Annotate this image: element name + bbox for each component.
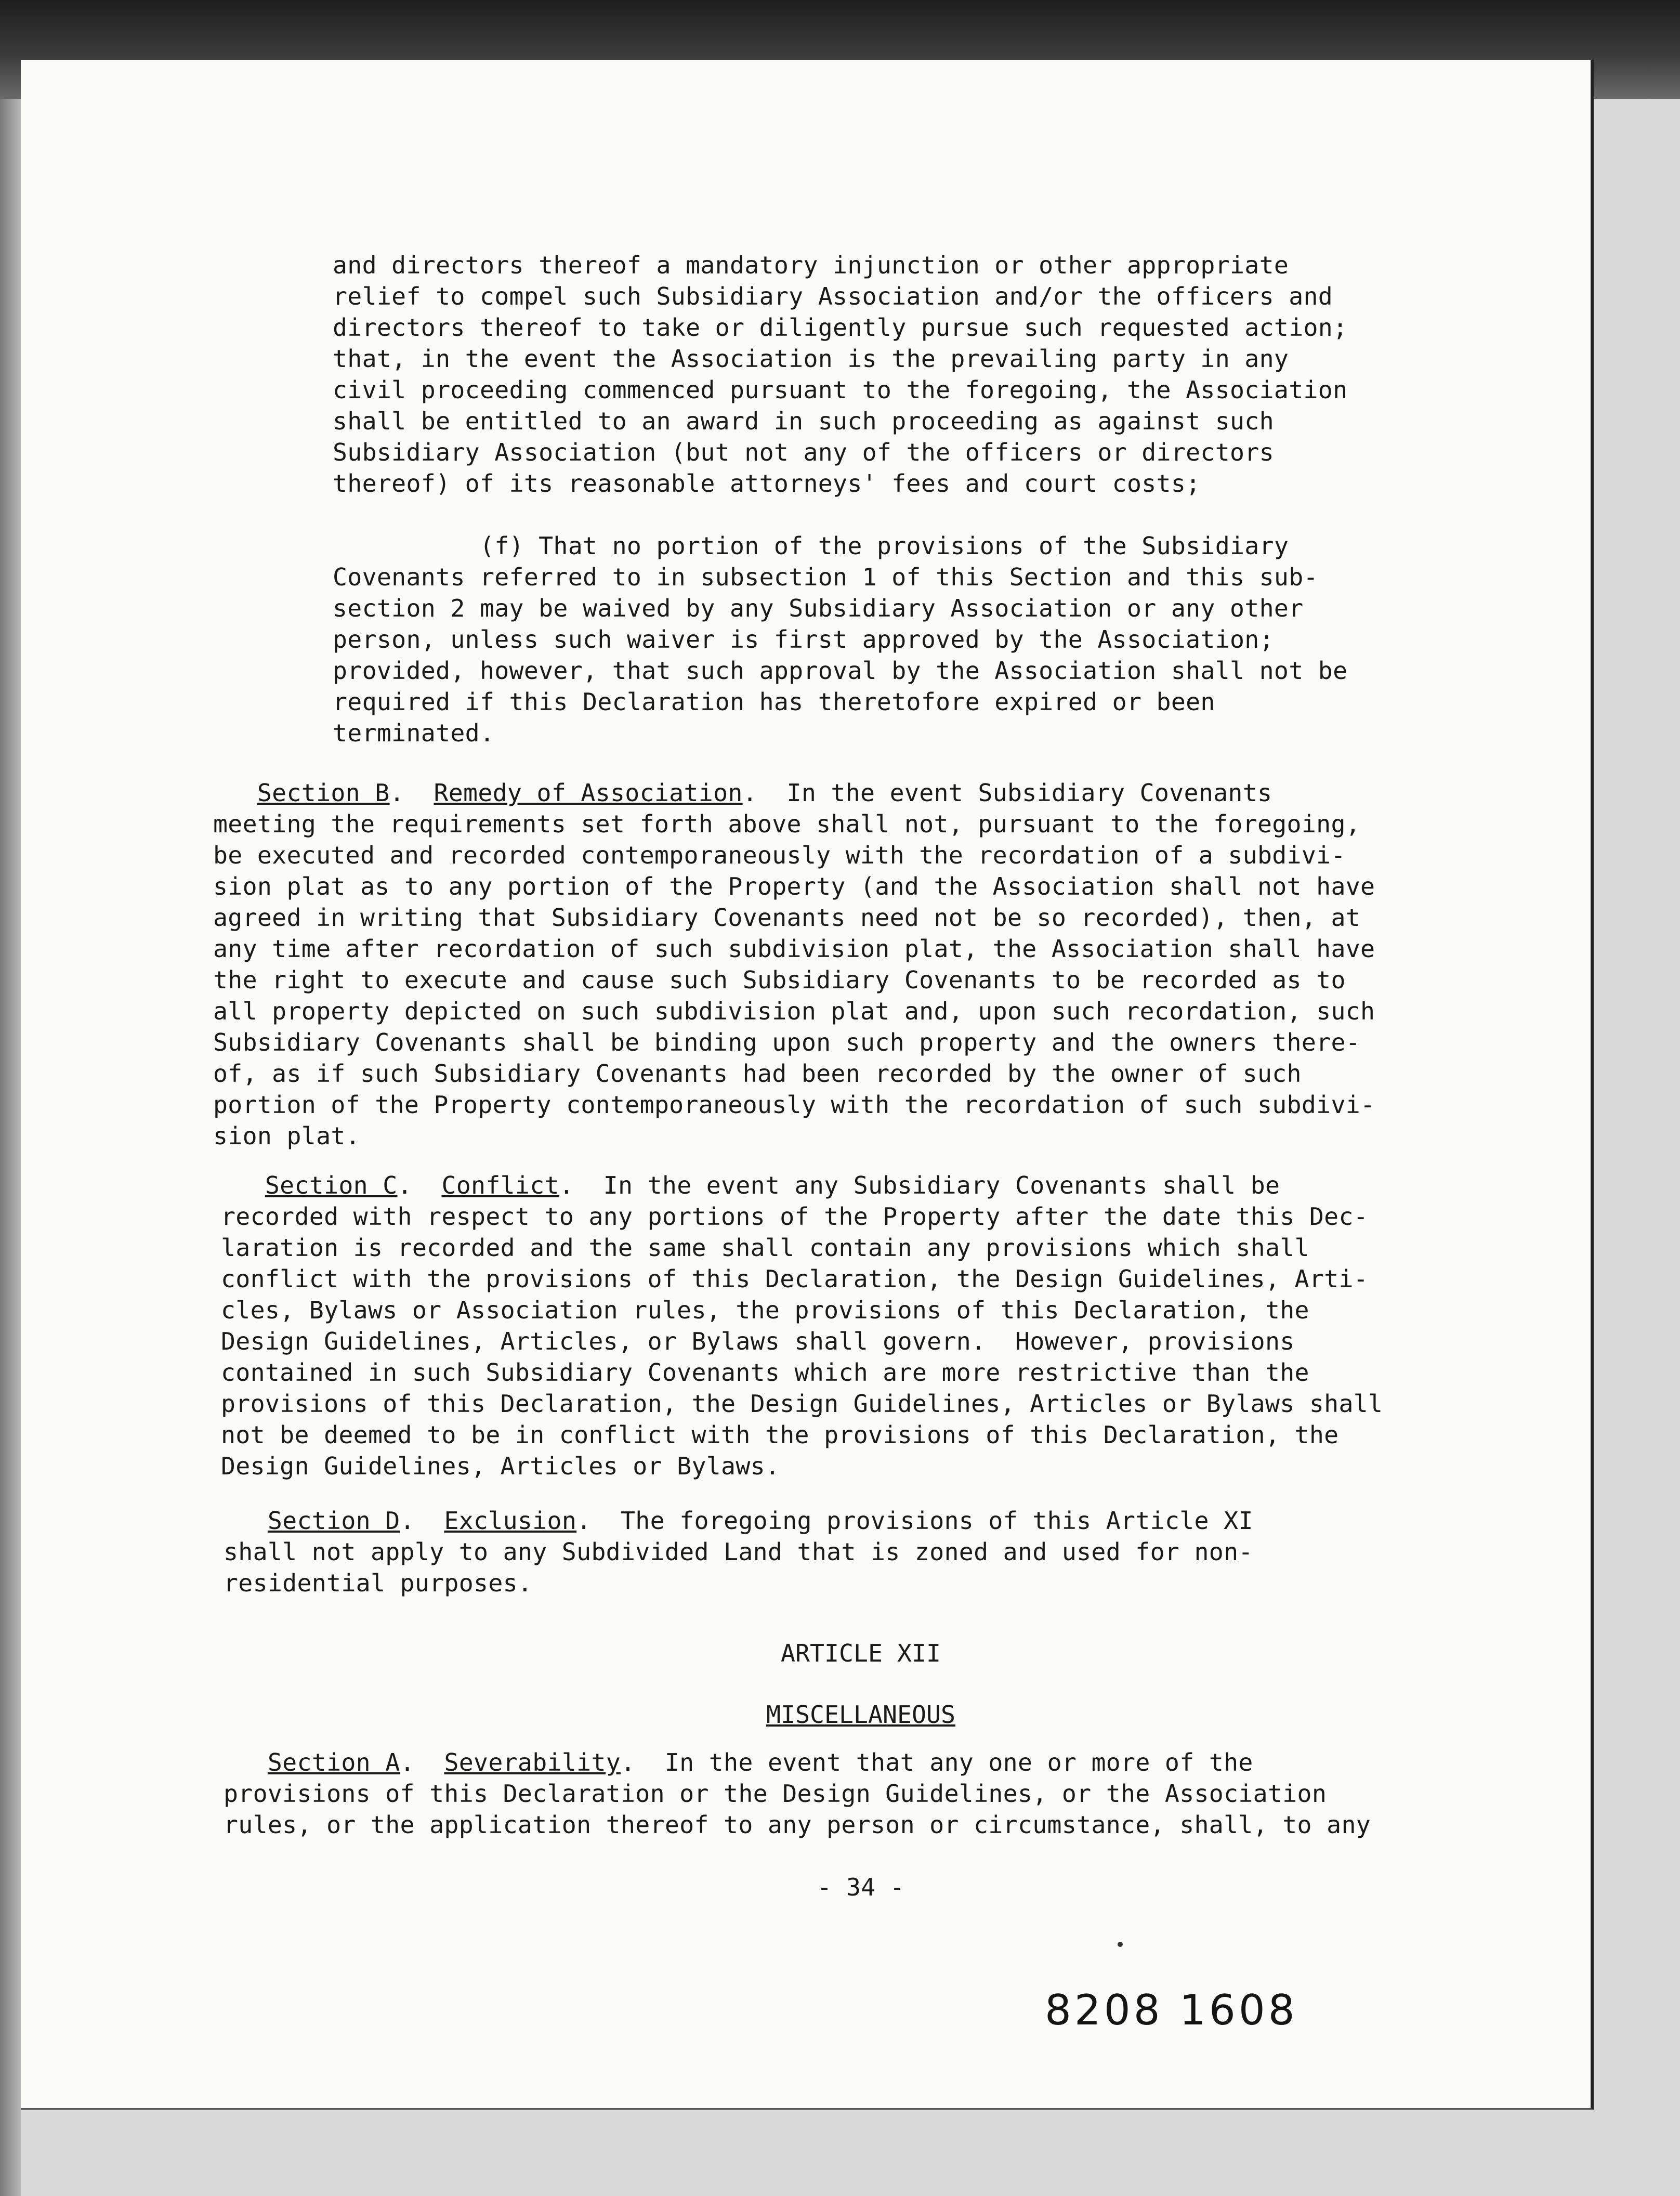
section-c-title: Conflict — [441, 1171, 559, 1199]
text-line: provisions of this Declaration, the Design Guidelines, Articles or Bylaws shall — [221, 1390, 1383, 1418]
text-line: section 2 may be waived by any Subsidiary Association or any other — [333, 594, 1304, 622]
text-line: shall be entitled to an award in such proceeding as against such — [333, 407, 1274, 435]
text-line: conflict with the provisions of this Declaration, the Design Guidelines, Arti- — [221, 1265, 1369, 1293]
text-line: Subsidiary Association (but not any of the officers or directors — [333, 438, 1274, 466]
text-line: In the event that any one or more of the — [635, 1748, 1253, 1776]
text-line: provisions of this Declaration or the Design Guidelines, or the Association — [224, 1780, 1327, 1808]
text-line: person, unless such waiver is first approved by the Association; — [333, 625, 1274, 653]
text-line: recorded with respect to any portions of the Property after the date this Dec- — [221, 1202, 1369, 1231]
section-a-paragraph: Section A. Severability. In the event that any one or more of the provisions of this Declaration or the Design Guidelines, or the Association rules, or the application thereof to any person or circumstance, shall, to any — [224, 1748, 1371, 1839]
text-line: sion plat as to any portion of the Property (and the Association shall not have — [213, 872, 1375, 900]
text-line: contained in such Subsidiary Covenants which are more restrictive than the — [221, 1358, 1309, 1387]
text-line: civil proceeding commenced pursuant to the foregoing, the Association — [333, 376, 1348, 404]
text-line: the right to execute and cause such Subsidiary Covenants to be recorded as to — [213, 966, 1346, 994]
article-subtitle: MISCELLANEOUS — [766, 1701, 955, 1729]
text-line: terminated. — [333, 719, 495, 747]
text-line: Subsidiary Covenants shall be binding upon such property and the owners there- — [213, 1028, 1361, 1056]
text-line: any time after recordation of such subdivision plat, the Association shall have — [213, 935, 1375, 963]
text-line: not be deemed to be in conflict with the provisions of this Declaration, the — [221, 1421, 1339, 1449]
article-title: ARTICLE XII — [781, 1639, 941, 1667]
text-line: that, in the event the Association is the prevailing party in any — [333, 345, 1289, 373]
text-line: laration is recorded and the same shall contain any provisions which shall — [221, 1234, 1309, 1262]
paragraph-e-continued — [333, 250, 1347, 499]
scan-left-edge — [0, 0, 21, 2196]
text-line: (f) That no portion of the provisions of the Subsidiary — [333, 532, 1289, 560]
section-b-paragraph: Section B. Remedy of Association. In the event Subsidiary Covenants meeting the requirements set forth above shall not, pursuant to the foregoing, be executed and recorded contemporaneously with the recordation of a subdivi- sion plat as to any portion of the Property (and the Association shall not have agreed in writing that Subsidiary Covenants need not be so recorded), then, at any time after recordation of such subdivision plat, the Association shall have the right to execute and cause such Subsidiary Covenants to be recorded as to all property depicted on such subdivision plat and, upon such recordation, such Subsidiary Covenants shall be binding upon such property and the owners there- of, as if such Subsidiary Covenants had been recorded by the owner of such portion of the Property contemporaneously with the recordation of such subdivi- sion plat. — [213, 779, 1375, 1150]
recording-number: 8208 1608 — [1045, 1986, 1298, 2034]
text-line: of, as if such Subsidiary Covenants had been recorded by the owner of such — [213, 1060, 1302, 1088]
text-line: thereof) of its reasonable attorneys' fees and court costs; — [333, 469, 1201, 498]
text-line: Design Guidelines, Articles or Bylaws. — [221, 1452, 780, 1480]
text-line: agreed in writing that Subsidiary Covenants need not be so recorded), then, at — [213, 904, 1361, 932]
text-line: Design Guidelines, Articles, or Bylaws shall govern. However, provisions — [221, 1327, 1295, 1355]
text-line: In the event Subsidiary Covenants — [757, 779, 1272, 807]
text-line: residential purposes. — [224, 1569, 533, 1597]
section-a-label: Section A — [267, 1748, 400, 1776]
text-line: all property depicted on such subdivision plat and, upon such recordation, such — [213, 997, 1375, 1025]
text-line: and directors thereof a mandatory injunction or other appropriate — [333, 251, 1289, 279]
paragraph-f — [333, 530, 1347, 749]
text-line: provided, however, that such approval by the Association shall not be — [333, 657, 1348, 685]
section-d-label: Section D — [267, 1507, 400, 1535]
text-line: meeting the requirements set forth above shall not, pursuant to the foregoing, — [213, 810, 1361, 838]
scan-speck — [1118, 1942, 1123, 1947]
section-d-paragraph: Section D. Exclusion. The foregoing provisions of this Article XI shall not apply to any Subdivided Land that is zoned and used for non- residential purposes. — [224, 1507, 1253, 1597]
text-line: shall not apply to any Subdivided Land that is zoned and used for non- — [224, 1538, 1253, 1566]
text-line: rules, or the application thereof to any person or circumstance, shall, to any — [224, 1811, 1371, 1839]
text-line: directors thereof to take or diligently pursue such requested action; — [333, 313, 1348, 342]
text-line: The foregoing provisions of this Article XI — [591, 1507, 1253, 1535]
text-line: be executed and recorded contemporaneously with the recordation of a subdivi- — [213, 841, 1346, 869]
text-line: In the event any Subsidiary Covenants shall be — [574, 1171, 1280, 1199]
page-number: - 34 - — [817, 1873, 904, 1901]
section-c-paragraph: Section C. Conflict. In the event any Subsidiary Covenants shall be recorded with respect to any portions of the Property after the date this Dec- laration is recorded and the same shall contain any provisions which shall conflict with the provisions of this Declaration, the Design Guidelines, Arti- cles, Bylaws or Association rules, the provisions of this Declaration, the Design Guidelines, Articles, or Bylaws shall govern. However, provisions contained in such Subsidiary Covenants which are more restrictive than the provisions of this Declaration, the Design Guidelines, Articles or Bylaws shall not be deemed to be in conflict with the provisions of this Declaration, the Design Guidelines, Articles or Bylaws. — [221, 1171, 1383, 1480]
text-line: required if this Declaration has theretofore expired or been — [333, 688, 1215, 716]
section-c-label: Section C — [265, 1171, 398, 1199]
text-line: cles, Bylaws or Association rules, the provisions of this Declaration, the — [221, 1296, 1309, 1324]
section-a-title: Severability — [444, 1748, 621, 1776]
section-b-title: Remedy of Association — [434, 779, 743, 807]
text-line: portion of the Property contemporaneously with the recordation of such subdivi- — [213, 1091, 1375, 1119]
section-b-label: Section B — [257, 779, 390, 807]
text-line: relief to compel such Subsidiary Association and/or the officers and — [333, 282, 1333, 310]
section-d-title: Exclusion — [444, 1507, 577, 1535]
text-line: Covenants referred to in subsection 1 of this Section and this sub- — [333, 563, 1318, 591]
text-line: sion plat. — [213, 1122, 360, 1150]
